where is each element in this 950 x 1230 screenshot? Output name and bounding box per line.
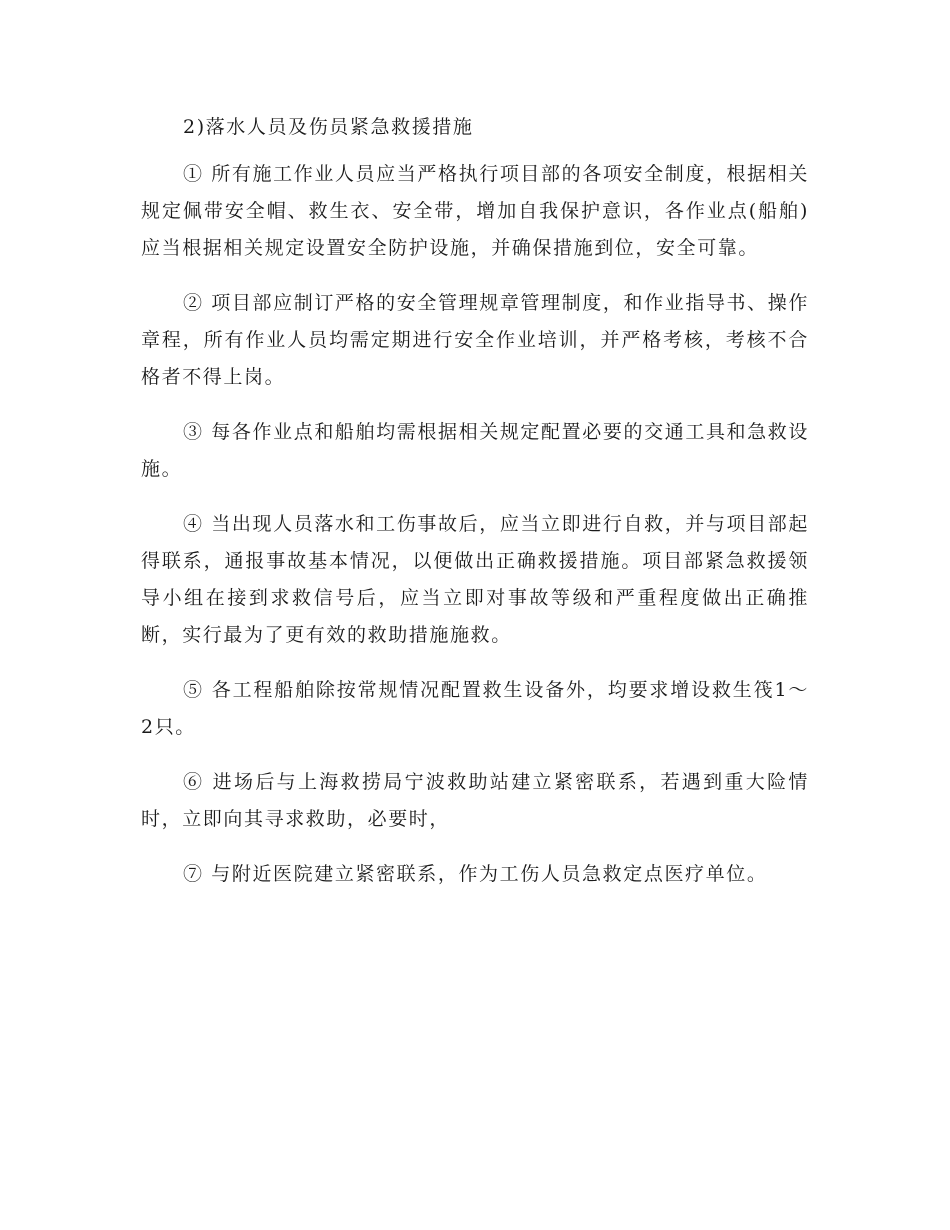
document-body <box>141 112 809 911</box>
paragraph-1: ① 所有施工作业人员应当严格执行项目部的各项安全制度，根据相关规定佩带安全帽、救生衣、安全带，增加自我保护意识，各作业点(船舶)应当根据相关规定设置安全防护设施，并确保措施到位，安全可靠。 <box>141 163 809 259</box>
section-heading: 2)落水人员及伤员紧急救援措施 <box>183 116 474 138</box>
paragraph-3: ③ 每各作业点和船舶均需根据相关规定配置必要的交通工具和急救设施。 <box>141 421 809 480</box>
paragraph-2: ② 项目部应制订严格的安全管理规章管理制度，和作业指导书、操作章程，所有作业人员均需定期进行安全作业培训，并严格考核，考核不合格者不得上岗。 <box>141 292 809 388</box>
paragraph-5: ⑤ 各工程船舶除按常规情况配置救生设备外，均要求增设救生筏1～2只。 <box>141 679 809 738</box>
paragraph-7: ⑦ 与附近医院建立紧密联系，作为工伤人员急救定点医疗单位。 <box>183 863 768 885</box>
paragraph-4: ④ 当出现人员落水和工伤事故后，应当立即进行自救，并与项目部起得联系，通报事故基本情况，以便做出正确救援措施。项目部紧急救援领导小组在接到求救信号后，应当立即对事故等级和严重程度做出正确推断，实行最为了更有效的救助措施施救。 <box>141 513 809 646</box>
paragraph-6: ⑥ 进场后与上海救捞局宁波救助站建立紧密联系，若遇到重大险情时，立即向其寻求救助，必要时， <box>141 771 809 830</box>
